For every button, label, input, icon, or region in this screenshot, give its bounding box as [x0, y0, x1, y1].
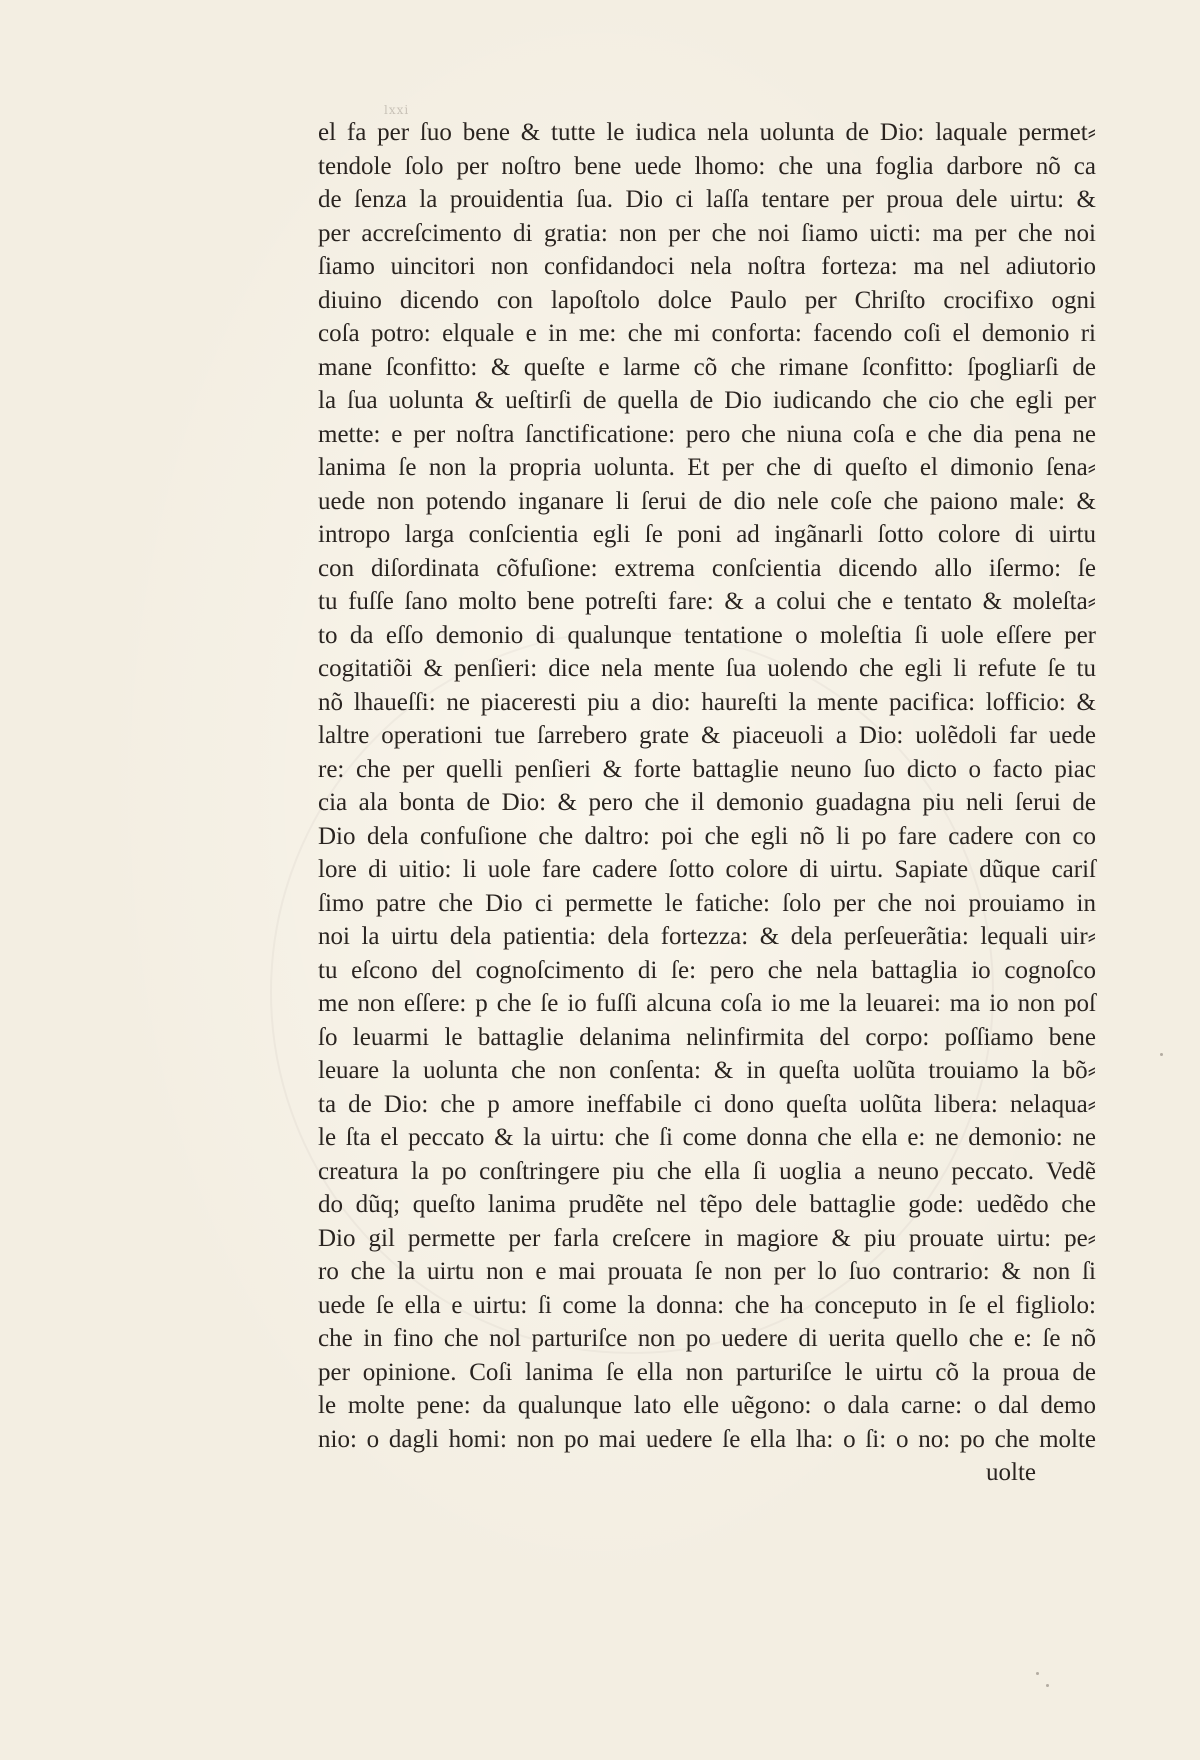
text-line: le molte pene: da qualunque lato elle uẽgono: o dala carne: o dal demo	[318, 1392, 1096, 1419]
text-line: cia ala bonta de Dio: & pero che il demonio guadagna piu neli ſerui de	[318, 789, 1096, 816]
folio-mark: lxxi	[384, 103, 410, 117]
text-line: che in fino che nol parturiſce non po uedere di uerita quello che e: ſe nõ	[318, 1325, 1096, 1352]
text-line: ro che la uirtu non e mai prouata ſe non per lo ſuo contrario: & non ſi	[318, 1258, 1096, 1285]
text-line: ta de Dio: che p amore ineffabile ci dono queſta uolũta libera: nelaqua⸗	[318, 1090, 1096, 1118]
text-line: ſimo patre che Dio ci permette le fatiche: ſolo per che noi prouiamo in	[318, 889, 1096, 917]
text-line: re: che per quelli penſieri & forte battaglie neuno ſuo dicto o facto piac	[318, 755, 1096, 783]
text-line: intropo larga conſcientia egli ſe poni ad ingãnarli ſotto colore di uirtu	[318, 521, 1096, 548]
text-line: leuare la uolunta che non conſenta: & in queſta uolũta trouiamo la bõ⸗	[318, 1057, 1096, 1084]
text-line: tendole ſolo per noſtro bene uede lhomo: che una foglia darbore nõ ca	[318, 152, 1096, 180]
text-line: mane ſconfitto: & queſte e larme cõ che rimane ſconfitto: ſpogliarſi de	[318, 353, 1096, 381]
text-line: uede non potendo inganare li ſerui de dio nele coſe che paiono male: &	[318, 487, 1096, 515]
text-line: nio: o dagli homi: non po mai uedere ſe ella lha: o ſi: o no: po che molte	[318, 1425, 1096, 1453]
text-line: ſo leuarmi le battaglie delanima nelinfirmita del corpo: poſſiamo bene	[318, 1023, 1096, 1051]
text-line: coſa potro: elquale e in me: che mi conforta: facendo coſi el demonio ri	[318, 320, 1096, 347]
text-line: to da eſſo demonio di qualunque tentatione o moleſtia ſi uole eſſere per	[318, 621, 1096, 649]
text-line: per accreſcimento di gratia: non per che noi ſiamo uicti: ma per che noi	[318, 219, 1096, 247]
text-line: mette: e per noſtra ſanctificatione: pero che niuna coſa e che dia pena ne	[318, 420, 1096, 448]
text-line: per opinione. Coſi lanima ſe ella non parturiſce le uirtu cõ la proua de	[318, 1358, 1096, 1386]
text-line: con diſordinata cõfuſione: extrema conſcientia dicendo allo iſermo: ſe	[318, 554, 1096, 582]
text-line: diuino dicendo con lapoſtolo dolce Paulo per Chriſto crocifixo ogni	[318, 286, 1096, 314]
ink-speck	[1160, 1053, 1163, 1056]
text-line: ſiamo uincitori non confidandoci nela noſtra forteza: ma nel adiutorio	[318, 253, 1096, 280]
text-line: Dio dela confuſione che daltro: poi che egli nõ li po fare cadere con co	[318, 822, 1096, 850]
text-line: nõ lhaueſſi: ne piaceresti piu a dio: haureſti la mente pacifica: lofficio: &	[318, 688, 1096, 716]
text-line: lanima ſe non la propria uolunta. Et per che di queſto el dimonio ſena⸗	[318, 454, 1096, 481]
text-line: lore di uitio: li uole fare cadere ſotto colore di uirtu. Sapiate dũque cariſ	[318, 856, 1096, 883]
text-line: laltre operationi tue ſarrebero grate & piaceuoli a Dio: uolẽdoli far uede	[318, 722, 1096, 749]
text-line: creatura la po conſtringere piu che ella ſi uoglia a neuno peccato. Vedẽ	[318, 1157, 1096, 1185]
catchword: uolte	[986, 1459, 1036, 1486]
text-line: tu fuſſe ſano molto bene potreſti fare: & a colui che e tentato & moleſta⸗	[318, 588, 1096, 615]
ink-speck	[1036, 1672, 1039, 1675]
text-line: noi la uirtu dela patientia: dela fortezza: & dela perſeuerãtia: lequali uir⸗	[318, 923, 1096, 950]
text-line: le ſta el peccato & la uirtu: che ſi come donna che ella e: ne demonio: ne	[318, 1124, 1096, 1151]
text-line: tu eſcono del cognoſcimento di ſe: pero che nela battaglia io cognoſco	[318, 956, 1096, 984]
text-line: la ſua uolunta & ueſtirſi de quella de Dio iudicando che cio che egli per	[318, 387, 1096, 414]
text-line: me non eſſere: p che ſe io fuſſi alcuna coſa io me la leuarei: ma io non poſ	[318, 990, 1096, 1017]
text-block	[318, 116, 1096, 1490]
ink-speck	[1046, 1684, 1049, 1687]
text-line: do dũq; queſto lanima prudẽte nel tẽpo dele battaglie gode: uedẽdo che	[318, 1191, 1096, 1218]
text-line: uede ſe ella e uirtu: ſi come la donna: che ha conceputo in ſe el figliolo:	[318, 1291, 1096, 1319]
text-line: de ſenza la prouidentia ſua. Dio ci laſſa tentare per proua dele uirtu: &	[318, 186, 1096, 213]
text-line: el fa per ſuo bene & tutte le iudica nela uolunta de Dio: laquale permet⸗	[318, 119, 1096, 146]
text-line: Dio gil permette per farla creſcere in magiore & piu prouate uirtu: pe⸗	[318, 1224, 1096, 1252]
text-line: cogitatiõi & penſieri: dice nela mente ſua uolendo che egli li refute ſe tu	[318, 655, 1096, 682]
